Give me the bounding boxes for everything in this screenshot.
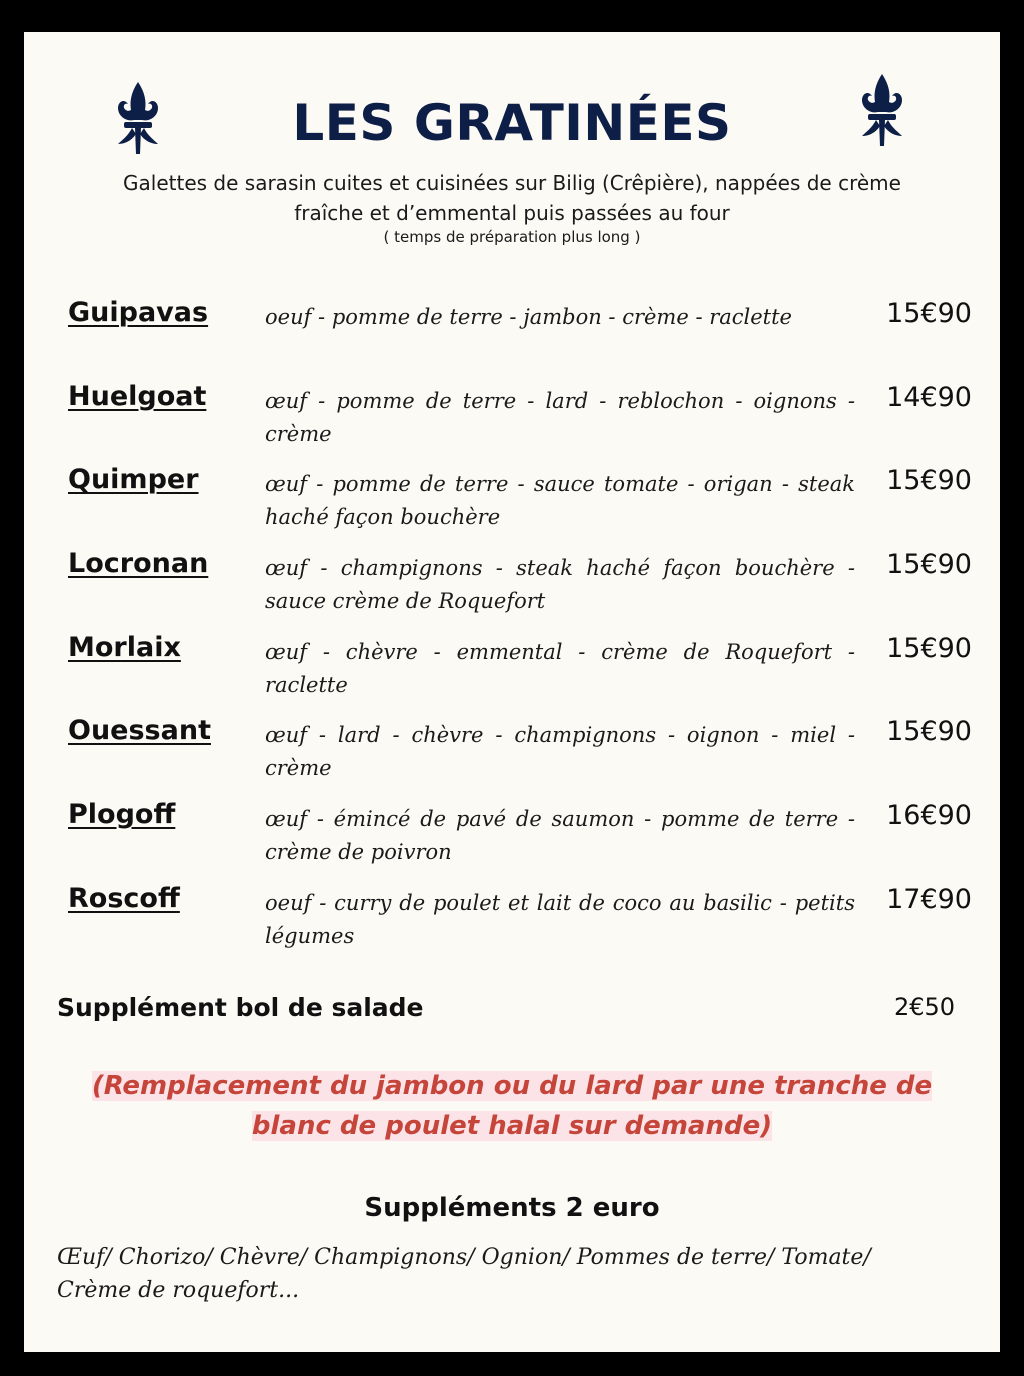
item-name: Locronan xyxy=(68,548,209,579)
salad-supplement-label: Supplément bol de salade xyxy=(57,993,424,1022)
item-price: 15€90 xyxy=(886,633,972,664)
item-description: œuf - émincé de pavé de saumon - pomme de terre - crème de poivron xyxy=(265,807,855,864)
item-description: œuf - pomme de terre - sauce tomate - origan - steak haché façon bouchère xyxy=(265,472,855,529)
item-name: Quimper xyxy=(68,464,199,495)
item-price: 15€90 xyxy=(886,298,972,329)
item-description: oeuf - curry de poulet et lait de coco au basilic - petits légumes xyxy=(265,891,855,948)
intro-text: Galettes de sarasin cuites et cuisinées sur Bilig (Crêpière), nappées de crème fraîche et d’emmental puis passées au four xyxy=(123,171,901,225)
item-price: 15€90 xyxy=(886,716,972,747)
item-description: œuf - lard - chèvre - champignons - oignon - miel - crème xyxy=(265,723,855,780)
item-description: œuf - champignons - steak haché façon bouchère - sauce crème de Roquefort xyxy=(265,556,855,613)
item-name: Morlaix xyxy=(68,632,181,663)
supplements-title: Suppléments 2 euro xyxy=(364,1193,660,1223)
item-name: Huelgoat xyxy=(68,381,207,412)
preparation-note: ( temps de préparation plus long ) xyxy=(383,228,641,246)
item-name: Roscoff xyxy=(68,883,180,914)
page-title: LES GRATINÉES xyxy=(292,94,732,152)
item-price: 15€90 xyxy=(886,549,972,580)
item-description: œuf - chèvre - emmental - crème de Roquefort - raclette xyxy=(265,640,855,697)
item-name: Ouessant xyxy=(68,715,211,746)
item-price: 17€90 xyxy=(886,884,972,915)
salad-supplement-price: 2€50 xyxy=(894,993,956,1021)
halal-note-text: (Remplacement du jambon ou du lard par une tranche de blanc de poulet halal sur demande) xyxy=(91,1071,933,1141)
menu-page xyxy=(24,32,1000,1352)
item-description: œuf - pomme de terre - lard - reblochon - oignons - crème xyxy=(265,389,855,446)
item-description: oeuf - pomme de terre - jambon - crème - raclette xyxy=(265,305,792,329)
intro-description xyxy=(24,168,1000,228)
item-price: 16€90 xyxy=(886,800,972,831)
halal-note xyxy=(64,1066,960,1146)
item-name: Guipavas xyxy=(68,297,209,328)
item-name: Plogoff xyxy=(68,799,176,830)
item-price: 14€90 xyxy=(886,382,972,413)
supplements-list: Œuf/ Chorizo/ Chèvre/ Champignons/ Ognion/ Pommes de terre/ Tomate/ Crème de roquefort... xyxy=(57,1245,871,1303)
item-price: 15€90 xyxy=(886,465,972,496)
